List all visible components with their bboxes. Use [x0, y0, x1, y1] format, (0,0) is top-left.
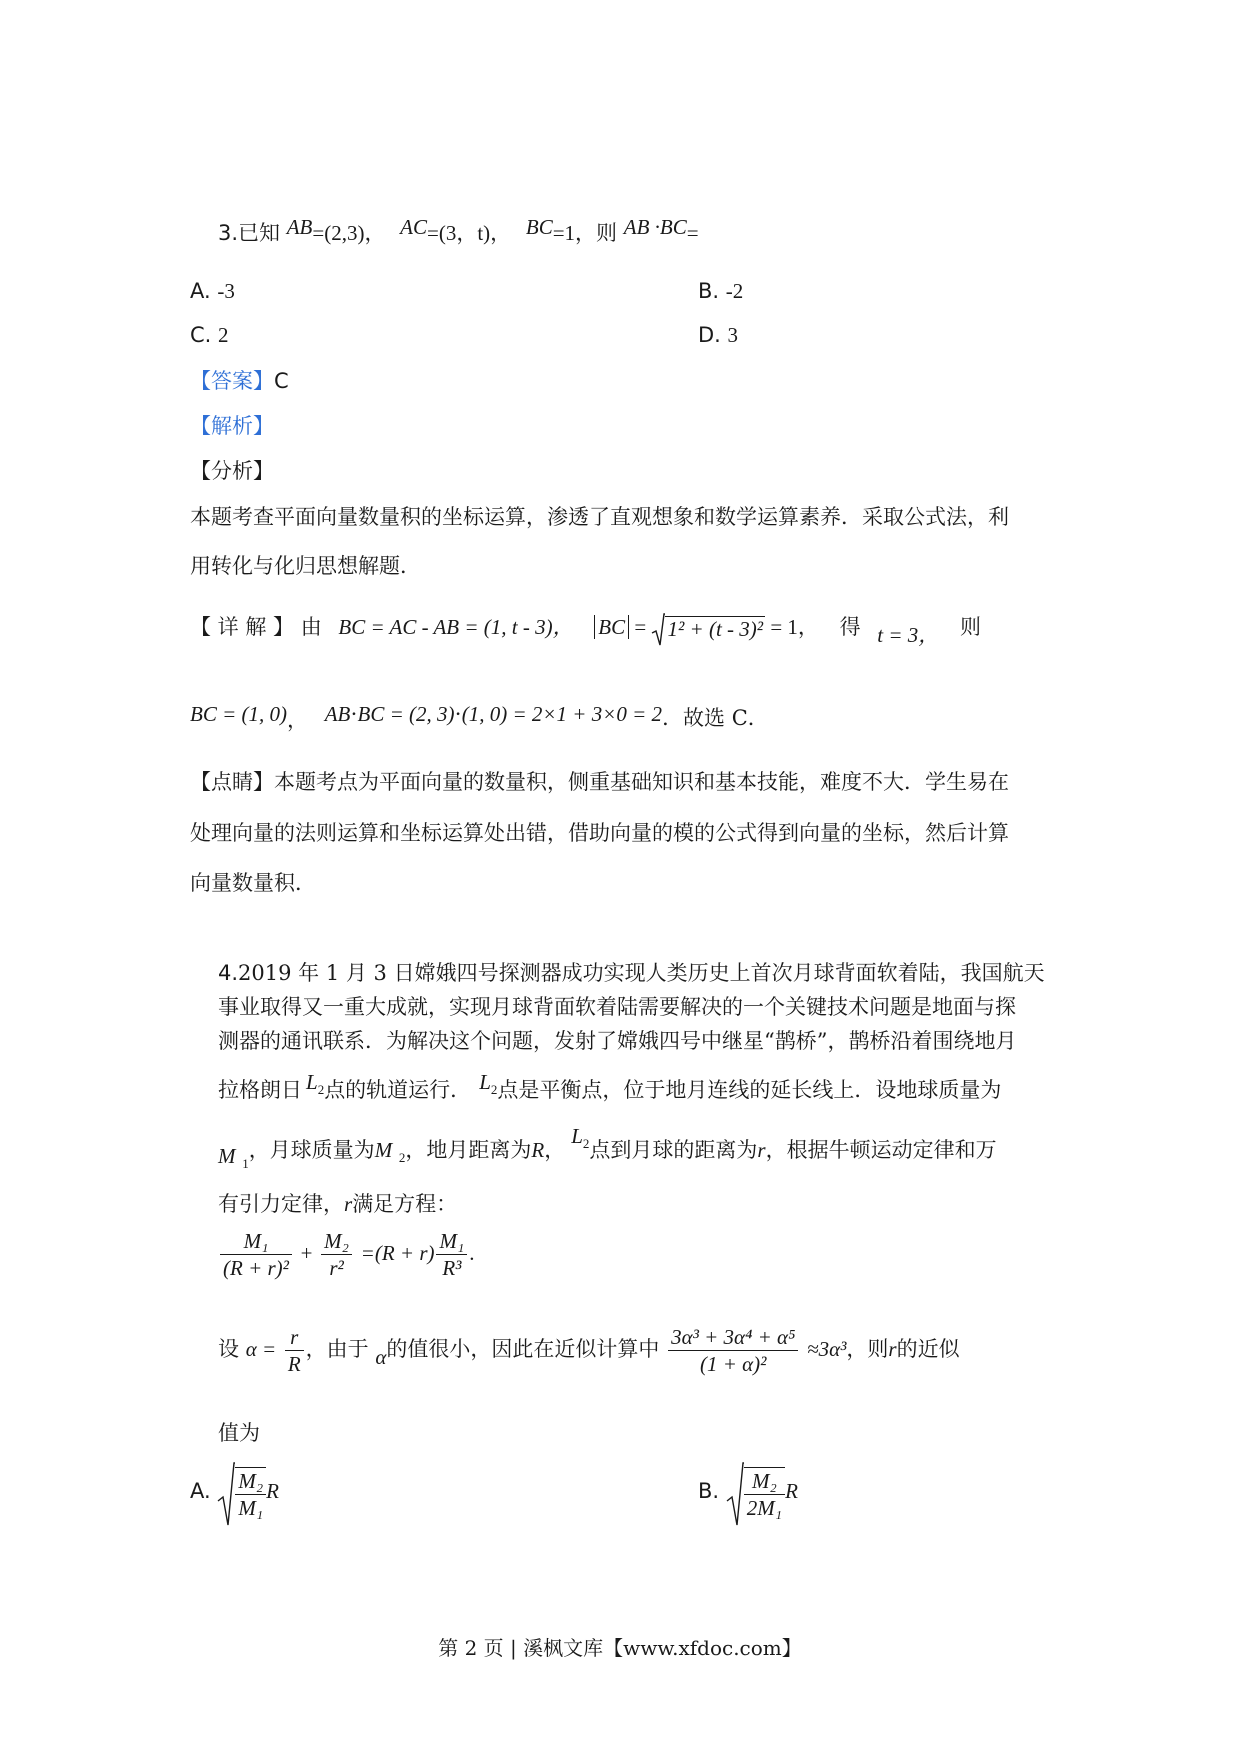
detail-comma: ， — [287, 708, 308, 732]
l2-subscript-3: 2 — [582, 1136, 590, 1152]
q4-line-5 — [218, 1124, 1060, 1172]
detail-end: ．故选 C． — [662, 706, 769, 730]
q3-option-b-value: -2 — [725, 279, 744, 303]
q3-vec-bc: BC — [525, 215, 553, 239]
eq-fraction-1-num: M₁ — [220, 1228, 292, 1255]
q4-text-5c: ， — [544, 1138, 566, 1162]
l2-letter: L — [306, 1070, 318, 1094]
q3-bc-value: =1，则 — [552, 221, 618, 245]
sqrt-sign-icon — [651, 613, 665, 647]
q4-line-2: 事业取得又一重大成就，实现月球背面软着陆需要解决的一个关键技术问题是地面与探 — [218, 995, 1016, 1019]
q3-ac-value: =(3，t)， — [427, 221, 512, 245]
q3-stem — [218, 215, 1060, 248]
eq-end: . — [469, 1241, 475, 1265]
q3-stem-tail: = — [686, 221, 699, 245]
q4-text-5b: ，地月距离为 — [405, 1138, 532, 1162]
eq-equals: =(R + r) — [360, 1241, 435, 1265]
eq-plus: + — [300, 1241, 313, 1265]
q4-text-6a: 有引力定律， — [218, 1192, 344, 1216]
q4-text-5a: ，月球质量为 — [248, 1138, 375, 1162]
eq-fraction-1 — [220, 1228, 292, 1281]
eq-fraction-2-num: M₂ — [321, 1228, 352, 1255]
detail-de: 得 — [839, 615, 861, 639]
detail-eq1: BC = AC - AB = (1, t - 3)， — [338, 615, 574, 639]
approx-fraction — [668, 1324, 798, 1377]
q3-vec-ac: AC — [400, 215, 428, 239]
q4-m1 — [218, 1144, 249, 1172]
jiexi-tag: 【解析】 — [190, 414, 274, 438]
q4-set-f: 值为 — [218, 1421, 260, 1445]
detail-eq3: AB⋅BC = (2, 3)⋅(1, 0) = 2×1 + 3×0 = 2 — [324, 702, 663, 726]
approx-fraction-den: (1 + α)² — [699, 1352, 767, 1376]
q3-option-b-label: B. — [698, 279, 720, 303]
detail-t-value: t = 3， — [877, 623, 940, 647]
detail-sqrt — [651, 609, 765, 649]
q4-r-capital: R — [531, 1138, 545, 1162]
q4-alpha: α — [375, 1345, 387, 1369]
q3-dot-expression: AB ·BC — [623, 215, 687, 239]
page-footer: 第 2 页 | 溪枫文库【www.xfdoc.com】 — [438, 1636, 802, 1660]
analysis-line-2: 用转化与化归思想解题． — [190, 554, 421, 578]
q4-option-a-r: R — [266, 1479, 279, 1503]
detail-line-2 — [190, 696, 1060, 732]
q4-option-b-r: R — [785, 1479, 798, 1503]
l2-subscript-2: 2 — [490, 1082, 498, 1098]
alpha-fraction-num: r — [285, 1324, 304, 1351]
q4-l2-first — [306, 1070, 325, 1098]
q4-set-d: ，则 — [846, 1337, 889, 1361]
q4-r-small: r — [757, 1138, 766, 1162]
q4-text-4a: 拉格朗日 — [218, 1078, 302, 1102]
q4-approx-line — [218, 1318, 1060, 1380]
q4-r-small-2: r — [344, 1192, 353, 1216]
l2-letter-2: L — [479, 1070, 491, 1094]
answer-tag: 【答案】 — [190, 369, 274, 393]
m2-subscript: 2 — [398, 1150, 406, 1166]
q4-equation — [218, 1222, 1060, 1284]
q4-option-b-sqrt — [726, 1458, 785, 1528]
alpha-fraction — [285, 1324, 304, 1377]
q4-text-6b: 满足方程： — [352, 1192, 458, 1216]
dianjing-line-1 — [190, 767, 1060, 797]
q3-stem-prefix: 已知 — [238, 221, 281, 245]
q4-text-5e: ，根据牛顿运动定律和万 — [765, 1138, 997, 1162]
q4-r-small-3: r — [888, 1337, 897, 1361]
q4-set-b: ，由于 — [305, 1337, 369, 1361]
q3-option-d-label: D. — [698, 323, 721, 347]
approx-fraction-num: 3α³ + 3α⁴ + α⁵ — [668, 1324, 798, 1351]
q4-option-b — [698, 1456, 798, 1526]
q3-option-a — [190, 276, 235, 306]
q4-option-b-den: 2M₁ — [746, 1496, 783, 1520]
q4-option-a-den: M₁ — [238, 1496, 264, 1520]
q3-option-c — [190, 320, 229, 350]
detail-tag: 【 详 解 】 由 — [190, 615, 322, 639]
q4-set-a: 设 — [218, 1337, 239, 1361]
q4-line-3: 测器的通讯联系．为解决这个问题，发射了嫦娥四号中继星“鹊桥”，鹊桥沿着围绕地月 — [218, 1029, 1017, 1053]
q4-l2-third — [571, 1124, 590, 1152]
q4-l2-second — [479, 1070, 498, 1098]
q4-option-b-fraction — [744, 1467, 785, 1521]
dianjing-line-2: 处理向量的法则运算和坐标运算处出错，借助向量的模的公式得到向量的坐标，然后计算 — [190, 821, 1009, 845]
q3-option-d — [698, 320, 738, 350]
q3-answer — [190, 366, 1060, 396]
q4-option-a-num: M₂ — [235, 1468, 266, 1495]
dianjing-text-1: 本题考点为平面向量的数量积，侧重基础知识和基本技能，难度不大．学生易在 — [274, 770, 1009, 794]
q4-option-b-label: B. — [698, 1479, 720, 1503]
eq-fraction-3-num: M₁ — [436, 1228, 467, 1255]
l2-subscript: 2 — [317, 1082, 325, 1098]
q4-number: 4. — [218, 961, 239, 985]
q3-option-d-value: 3 — [727, 323, 739, 347]
q3-option-a-label: A. — [190, 279, 211, 303]
detail-abs-bc: BC — [594, 615, 629, 639]
detail-eq2: BC = (1, 0) — [190, 702, 287, 726]
q4-set-c: 的值很小，因此在近似计算中 — [386, 1337, 660, 1361]
q4-set-e: 的近似 — [896, 1337, 960, 1361]
q3-ab-value: =(2,3)， — [312, 221, 386, 245]
q4-line-6 — [218, 1189, 1060, 1219]
m2-letter: M — [374, 1138, 393, 1162]
eq-fraction-2-den: r² — [329, 1256, 344, 1280]
dianjing-tag: 【点睛】 — [190, 770, 274, 794]
q3-vec-ab: AB — [286, 215, 313, 239]
eq-fraction-1-den: (R + r)² — [223, 1256, 289, 1280]
eq-fraction-3 — [436, 1228, 467, 1281]
m1-subscript: 1 — [242, 1156, 249, 1172]
q3-option-b — [698, 276, 743, 306]
eq-fraction-2 — [321, 1228, 352, 1281]
detail-line-1 — [190, 607, 1060, 647]
q4-alpha-eq: α = — [245, 1337, 277, 1361]
detail-abs-eq: = — [629, 615, 652, 639]
dianjing-line-3: 向量数量积． — [190, 871, 316, 895]
q4-text-5d: 点到月球的距离为 — [589, 1138, 758, 1162]
q4-text-1: 2019 年 1 月 3 日嫦娥四号探测器成功实现人类历史上首次月球背面软着陆，我国航天 — [238, 961, 1045, 985]
l2-letter-3: L — [571, 1124, 583, 1148]
q4-option-a-fraction — [235, 1467, 266, 1521]
q3-number: 3. — [218, 221, 239, 245]
eq-fraction-3-den: R³ — [442, 1256, 462, 1280]
detail-sqrt-body: 1² + (t - 3)² — [667, 616, 764, 641]
q4-text-4c: 点是平衡点，位于地月连线的延长线上．设地球质量为 — [497, 1078, 1002, 1102]
approx-result: ≈3α³ — [807, 1337, 847, 1361]
detail-abs-right: = 1， — [765, 615, 819, 639]
q4-option-a-sqrt — [217, 1458, 266, 1528]
sqrt-sign-icon — [726, 1461, 744, 1527]
m1-letter: M — [218, 1144, 236, 1168]
q4-line-1 — [218, 958, 1060, 988]
answer-value: C — [274, 369, 289, 393]
alpha-fraction-den: R — [287, 1352, 301, 1376]
q4-line-4 — [218, 1070, 1060, 1110]
sqrt-sign-icon — [217, 1461, 235, 1527]
q4-option-b-num: M₂ — [744, 1468, 785, 1495]
q4-text-4b: 点的轨道运行． — [324, 1078, 472, 1102]
q3-option-c-label: C. — [190, 323, 212, 347]
q4-option-a-label: A. — [190, 1479, 211, 1503]
detail-ze: 则 — [959, 615, 981, 639]
q3-option-c-value: 2 — [218, 323, 229, 347]
fenxi-tag: 【分析】 — [190, 459, 274, 483]
q3-option-a-value: -3 — [217, 279, 235, 303]
q4-option-a — [190, 1456, 279, 1526]
analysis-line-1: 本题考查平面向量数量积的坐标运算，渗透了直观想象和数学运算素养．采取公式法，利 — [190, 505, 1009, 529]
